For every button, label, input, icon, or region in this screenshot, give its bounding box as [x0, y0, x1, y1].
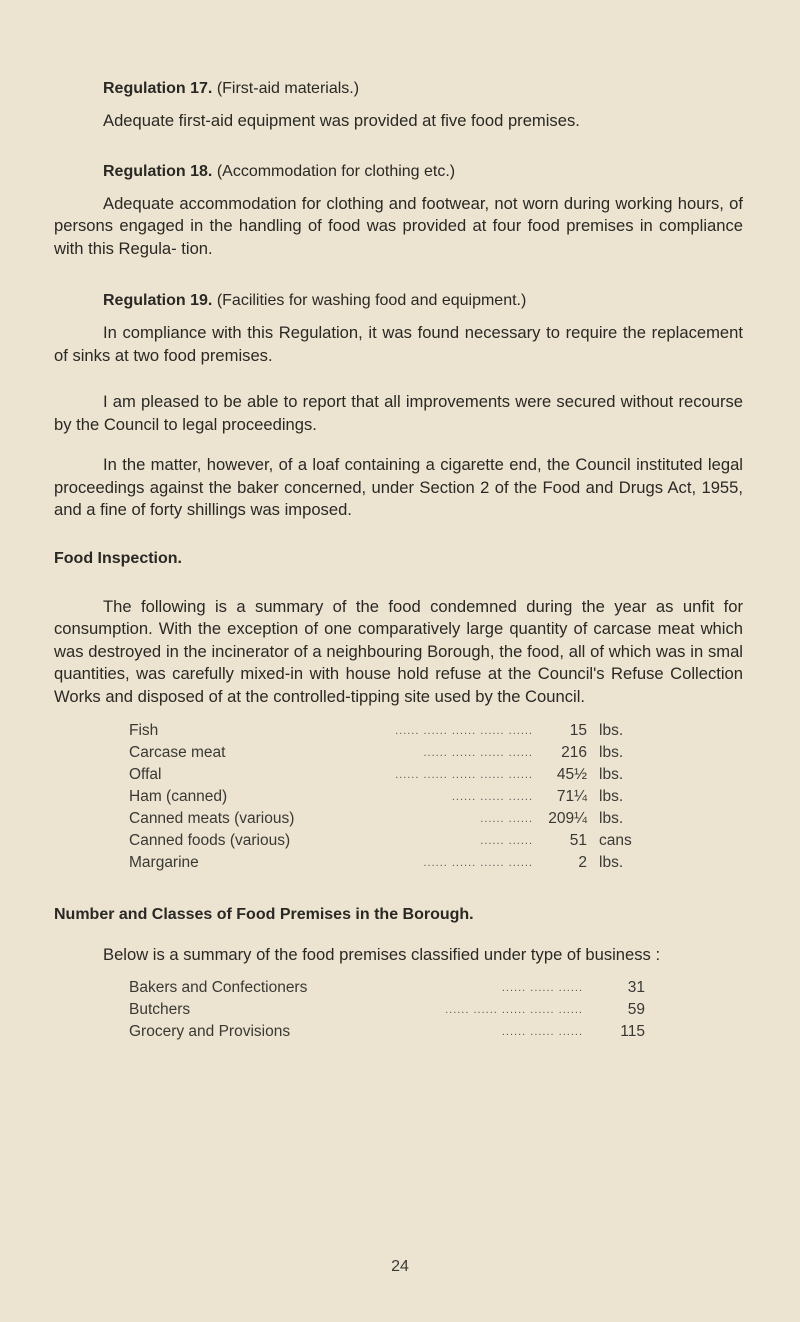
leader-dots: ...... ......	[480, 813, 533, 825]
food-item-unit: lbs.	[599, 788, 624, 805]
premises-count: 115	[620, 1022, 645, 1040]
regulation-18-text: Adequate accommodation for clothing and footwear, not worn during working hours, of persons engaged in the handling of food was provided at four food premises in compliance with this Regula- tion.	[54, 193, 743, 258]
food-item-quantity: 15	[569, 722, 587, 739]
regulation-18-subtitle: (Accommodation for clothing etc.)	[216, 162, 456, 180]
food-item-row	[129, 764, 659, 786]
regulation-19-text: In compliance with this Regulation, it was found necessary to require the replacement of sinks at two food premises.	[54, 323, 743, 365]
premises-count: 31	[627, 978, 645, 996]
food-inspection-section	[54, 548, 743, 875]
leader-dots: ...... ...... ......	[451, 791, 533, 803]
regulation-17-section	[103, 78, 743, 133]
premises-item-row	[129, 1021, 645, 1043]
regulation-17-title: Regulation 17.	[103, 80, 213, 97]
regulation-19-section	[54, 290, 743, 367]
food-item-row	[129, 786, 659, 808]
regulation-19-heading	[103, 290, 743, 312]
food-item-name: Margarine	[129, 854, 199, 871]
leader-dots: ...... ...... ...... ......	[423, 857, 533, 869]
food-item-name: Fish	[129, 722, 159, 739]
food-item-unit: lbs.	[599, 854, 624, 871]
regulation-18-section	[54, 161, 743, 261]
food-item-name: Ham (canned)	[129, 788, 228, 805]
food-item-quantity: 209¼	[548, 810, 587, 827]
regulation-17-heading	[103, 78, 743, 100]
food-item-unit: lbs.	[599, 744, 624, 761]
improvements-paragraph: I am pleased to be able to report that all improvements were secured without recourse by the Council to legal proceedings.	[54, 392, 743, 434]
food-premises-text: Below is a summary of the food premises classified under type of business :	[103, 945, 661, 964]
leader-dots: ...... ...... ......	[501, 1025, 583, 1038]
condemned-food-table	[129, 720, 659, 874]
leader-dots: ...... ......	[480, 835, 533, 847]
food-item-name: Offal	[129, 766, 162, 783]
premises-item-row	[129, 977, 645, 999]
food-item-row	[129, 742, 659, 764]
food-premises-table	[129, 977, 645, 1043]
food-item-name: Canned meats (various)	[129, 810, 295, 827]
food-item-quantity: 2	[578, 854, 587, 871]
food-inspection-heading: Food Inspection.	[54, 549, 182, 567]
premises-type: Bakers and Confectioners	[129, 978, 308, 996]
legal-proceedings-paragraph: In the matter, however, of a loaf containing a cigarette end, the Council instituted legal proceedings against the baker concerned, under Section 2 of the Food and Drugs Act, 1955, and a fine of forty shillings was imposed.	[54, 455, 743, 519]
food-item-unit: lbs.	[599, 766, 624, 783]
leader-dots: ...... ...... ......	[501, 981, 583, 994]
page-content	[54, 78, 743, 1043]
food-item-row	[129, 808, 659, 830]
food-item-quantity: 51	[569, 832, 587, 849]
regulation-19-title: Regulation 19.	[103, 292, 213, 309]
food-item-row	[129, 830, 659, 852]
regulation-17-subtitle: (First-aid materials.)	[216, 80, 360, 97]
premises-item-row	[129, 999, 645, 1021]
food-inspection-text: The following is a summary of the food condemned during the year as unfit for consumption. With the exception of one comparatively large quantity of carcase meat which was destroyed in the incinerator of a neighbouring Borough, the food, all of which was in smal quantities, was carefully mixed-in with house hold refuse at the Council's Refuse Collection Works and disposed of at the controlled-tipping site used by the Council.	[54, 596, 743, 706]
regulation-19-subtitle: (Facilities for washing food and equipment.)	[216, 292, 527, 309]
regulation-18-heading	[103, 161, 743, 183]
food-item-name: Canned foods (various)	[129, 832, 291, 849]
premises-count: 59	[627, 1000, 645, 1018]
leader-dots: ...... ...... ...... ...... ......	[395, 725, 533, 737]
food-item-unit: lbs.	[599, 722, 624, 739]
premises-type: Butchers	[129, 1000, 191, 1018]
food-item-quantity: 71¼	[556, 788, 587, 805]
regulation-18-title: Regulation 18.	[103, 162, 213, 180]
food-item-unit: lbs.	[599, 810, 624, 827]
food-item-quantity: 45½	[556, 766, 587, 783]
premises-type: Grocery and Provisions	[129, 1022, 291, 1040]
food-premises-heading: Number and Classes of Food Premises in the Borough.	[54, 906, 474, 923]
food-item-quantity: 216	[561, 744, 587, 761]
leader-dots: ...... ...... ...... ......	[423, 747, 533, 759]
regulation-17-text: Adequate first-aid equipment was provided at five food premises.	[103, 111, 580, 130]
food-item-row	[129, 852, 659, 874]
food-item-row	[129, 720, 659, 742]
food-premises-section	[54, 904, 743, 1043]
leader-dots: ...... ...... ...... ...... ......	[445, 1003, 583, 1016]
page-number: 24	[391, 1258, 409, 1275]
food-item-name: Carcase meat	[129, 744, 226, 761]
leader-dots: ...... ...... ...... ...... ......	[395, 769, 533, 781]
food-item-unit: cans	[599, 832, 632, 849]
